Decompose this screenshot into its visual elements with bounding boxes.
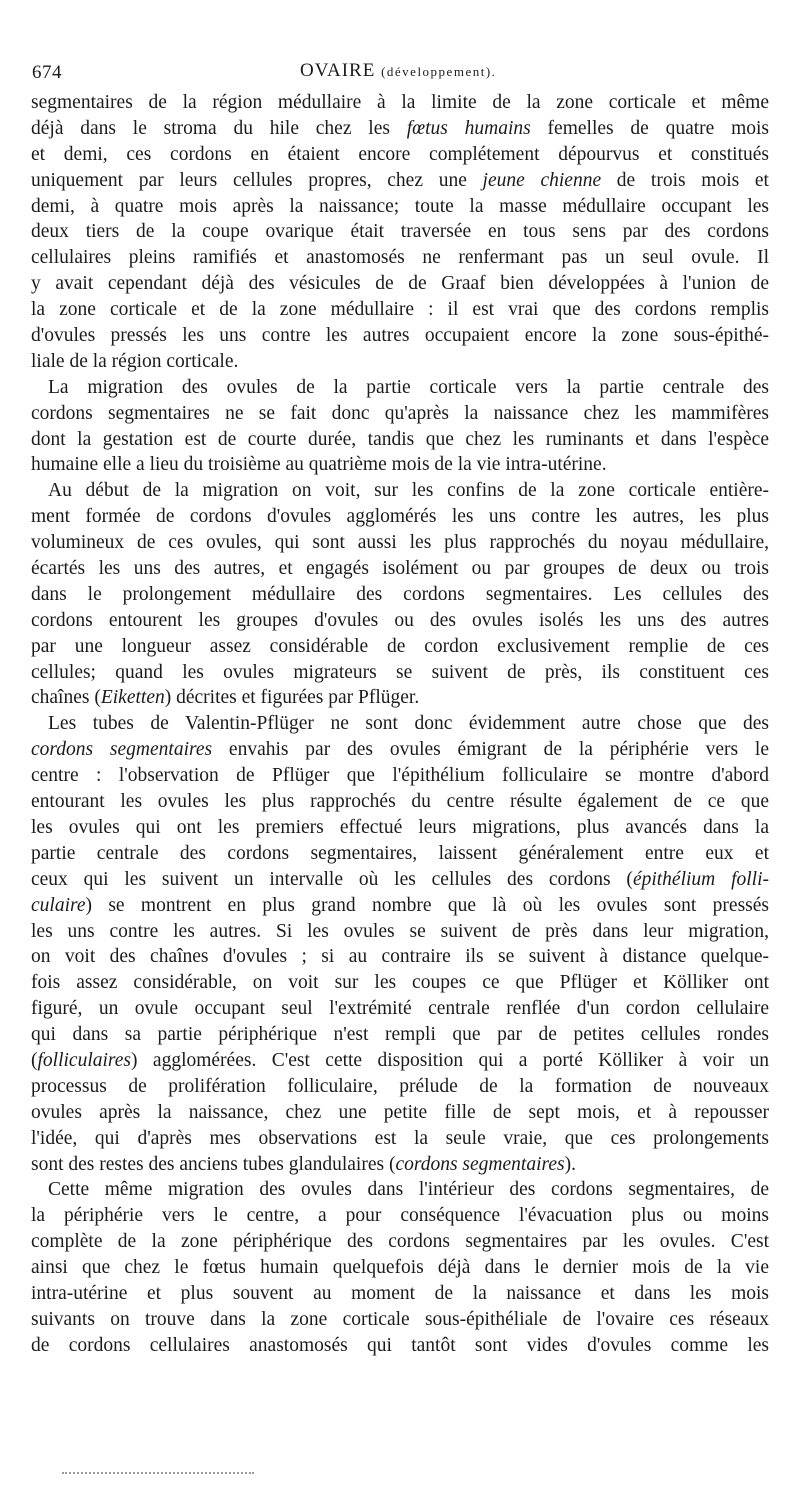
text-run: de trois mois et	[601, 169, 769, 191]
text-line	[31, 116, 769, 142]
text-line	[31, 452, 769, 478]
text-line	[31, 944, 769, 970]
text-run: cellules; quand les ovules migrateurs se suivent de près, ils constituent ces	[31, 661, 769, 683]
text-run: y avait cependant déjà des vésicules de de Graaf bien développées à l'union de	[31, 273, 769, 295]
text-run: Les tubes de Valentin-Pflüger ne sont donc évidemment autre chose que des	[48, 713, 769, 735]
text-run: deux tiers de la coupe ovarique était traversée en tous sens par des cordons	[31, 221, 769, 243]
text-run: segmentaires de la région médullaire à la limite de la zone corticale et même	[31, 92, 769, 113]
text-run: par une longueur assez considérable de cordon exclusivement remplie de ces	[31, 635, 769, 657]
text-run: processus de prolifération folliculaire, prélude de la formation de nouveaux	[31, 1075, 769, 1097]
text-run: la périphérie vers le centre, a pour conséquence l'évacuation plus ou moins	[31, 1205, 769, 1227]
text-run: ceux qui les suivent un intervalle où les cellules des cordons (	[31, 868, 633, 890]
text-line	[31, 349, 769, 375]
text-run: (	[31, 1049, 38, 1071]
text-run: demi, à quatre mois après la naissance; toute la masse médullaire occupant les	[31, 195, 769, 217]
text-line	[31, 1074, 769, 1100]
italic-text: épithélium folli-	[632, 868, 769, 890]
text-line	[31, 194, 769, 220]
text-line	[31, 996, 769, 1022]
text-run: ment formée de cordons d'ovules agglomérés les uns contre les autres, les plus	[31, 506, 769, 528]
text-run: les ovules qui ont les premiers effectué leurs migrations, plus avancés dans la	[31, 816, 769, 838]
text-run: entourant les ovules les plus rapprochés du centre résulte également de ce que	[31, 791, 769, 813]
text-line	[31, 375, 769, 401]
text-line	[31, 1126, 769, 1152]
text-run: liale de la région corticale.	[31, 350, 239, 372]
text-line	[31, 219, 769, 245]
text-run: ) décrites et figurées par Pflüger.	[164, 687, 420, 709]
text-run: cellulaires pleins ramifiés et anastomosés ne renfermant pas un seul ovule. Il	[31, 247, 769, 269]
text-line	[31, 919, 769, 945]
text-line	[31, 1022, 769, 1048]
text-line	[31, 90, 769, 116]
text-run: suivants on trouve dans la zone corticale sous-épithéliale de l'ovaire ces réseaux	[31, 1308, 769, 1330]
running-title-subtitle: (développement).	[381, 64, 497, 79]
text-run: Cette même migration des ovules dans l'intérieur des cordons segmentaires, de	[48, 1179, 769, 1201]
body-text	[31, 90, 769, 1359]
text-run: dans le prolongement médullaire des cordons segmentaires. Les cellules des	[31, 583, 769, 605]
italic-text: cordons segmentaires	[31, 739, 213, 761]
italic-text: jeune chienne	[482, 169, 602, 191]
text-run: de cordons cellulaires anastomosés qui tantôt sont vides d'ovules comme les	[31, 1334, 769, 1356]
text-line	[31, 245, 769, 271]
text-run: cordons segmentaires ne se fait donc qu'après la naissance chez les mammifères	[31, 402, 769, 424]
footer-divider	[62, 1466, 254, 1474]
text-line	[31, 970, 769, 996]
text-run: les uns contre les autres. Si les ovules se suivent de près dans leur migration,	[31, 920, 769, 942]
text-run: centre : l'observation de Pflüger que l'épithélium folliculaire se montre d'abord	[31, 765, 769, 787]
text-run: volumineux de ces ovules, qui sont aussi les plus rapprochés du noyau médullaire,	[31, 532, 769, 554]
text-line	[31, 1255, 769, 1281]
text-line	[31, 789, 769, 815]
italic-text: culaire	[31, 894, 86, 916]
text-run: écartés les uns des autres, et engagés isolément ou par groupes de deux ou trois	[31, 558, 769, 580]
italic-text: fœtus humains	[406, 117, 531, 139]
text-line	[31, 1333, 769, 1359]
text-line	[31, 1177, 769, 1203]
text-run: ).	[564, 1153, 576, 1175]
text-line	[31, 1152, 769, 1178]
running-title-main: OVAIRE	[300, 60, 376, 81]
text-line	[31, 297, 769, 323]
text-run: chaînes (	[31, 687, 101, 709]
italic-text: folliculaires	[37, 1049, 132, 1071]
text-run: déjà dans le stroma du hile chez les	[31, 117, 407, 139]
text-run: ) se montrent en plus grand nombre que là où les ovules sont pressés	[85, 894, 769, 916]
text-run: et demi, ces cordons en étaient encore complétement dépourvus et constitués	[31, 143, 769, 165]
page-number: 674	[32, 62, 62, 83]
text-run: fois assez considérable, on voit sur les coupes ce que Pflüger et Kölliker ont	[31, 972, 769, 994]
text-run: humaine elle a lieu du troisième au quatrième mois de la vie intra-utérine.	[31, 454, 607, 476]
text-run: femelles de quatre mois	[530, 117, 769, 139]
text-run: figuré, un ovule occupant seul l'extrémité centrale renflée d'un cordon cellulaire	[31, 998, 769, 1020]
text-run: qui dans sa partie périphérique n'est rempli que par de petites cellules rondes	[31, 1024, 769, 1046]
text-run: dont la gestation est de courte durée, tandis que chez les ruminants et dans l'espèce	[31, 428, 769, 450]
text-line	[31, 323, 769, 349]
text-line	[31, 1048, 769, 1074]
text-line	[31, 1281, 769, 1307]
text-line	[31, 763, 769, 789]
text-run: on voit des chaînes d'ovules ; si au contraire ils se suivent à distance quelque-	[31, 946, 769, 968]
text-run: ) agglomérées. C'est cette disposition qui a porté Kölliker à voir un	[131, 1049, 769, 1071]
text-line	[31, 168, 769, 194]
italic-text: Eiketten	[100, 687, 165, 709]
text-run: d'ovules pressés les uns contre les autres occupaient encore la zone sous-épithé-	[31, 325, 769, 347]
text-run: uniquement par leurs cellules propres, chez une	[31, 169, 483, 191]
text-run: ainsi que chez le fœtus humain quelquefois déjà dans le dernier mois de la vie	[31, 1257, 769, 1279]
text-line	[31, 867, 769, 893]
text-line	[31, 893, 769, 919]
text-run: Au début de la migration on voit, sur les confins de la zone corticale entière-	[48, 480, 769, 502]
text-line	[31, 401, 769, 427]
text-run: partie centrale des cordons segmentaires, laissent généralement entre eux et	[31, 842, 769, 864]
text-run: complète de la zone périphérique des cordons segmentaires par les ovules. C'est	[31, 1231, 769, 1253]
text-line	[31, 142, 769, 168]
text-line	[31, 737, 769, 763]
text-run: ovules après la naissance, chez une petite fille de sept mois, et à repousser	[31, 1101, 769, 1123]
text-line	[31, 608, 769, 634]
running-title	[300, 60, 496, 82]
text-run: cordons entourent les groupes d'ovules ou des ovules isolés les uns des autres	[31, 609, 769, 631]
text-line	[31, 841, 769, 867]
text-line	[31, 582, 769, 608]
italic-text: cordons segmentaires	[395, 1153, 565, 1175]
text-line	[31, 556, 769, 582]
running-header	[32, 60, 768, 88]
text-line	[31, 504, 769, 530]
text-run: intra-utérine et plus souvent au moment de la naissance et dans les mois	[31, 1282, 769, 1304]
text-line	[31, 1203, 769, 1229]
text-line	[31, 634, 769, 660]
text-run: La migration des ovules de la partie corticale vers la partie centrale des	[48, 376, 769, 398]
text-line	[31, 711, 769, 737]
text-line	[31, 815, 769, 841]
text-line	[31, 271, 769, 297]
text-run: la zone corticale et de la zone médullaire : il est vrai que des cordons remplis	[31, 299, 769, 321]
text-line	[31, 1307, 769, 1333]
text-run: sont des restes des anciens tubes glandulaires (	[31, 1153, 396, 1175]
text-line	[31, 427, 769, 453]
text-run: envahis par des ovules émigrant de la périphérie vers le	[212, 739, 769, 761]
text-line	[31, 685, 769, 711]
text-line	[31, 660, 769, 686]
text-line	[31, 1229, 769, 1255]
text-line	[31, 530, 769, 556]
text-line	[31, 1100, 769, 1126]
text-line	[31, 478, 769, 504]
text-run: l'idée, qui d'après mes observations est la seule vraie, que ces prolongements	[31, 1127, 769, 1149]
